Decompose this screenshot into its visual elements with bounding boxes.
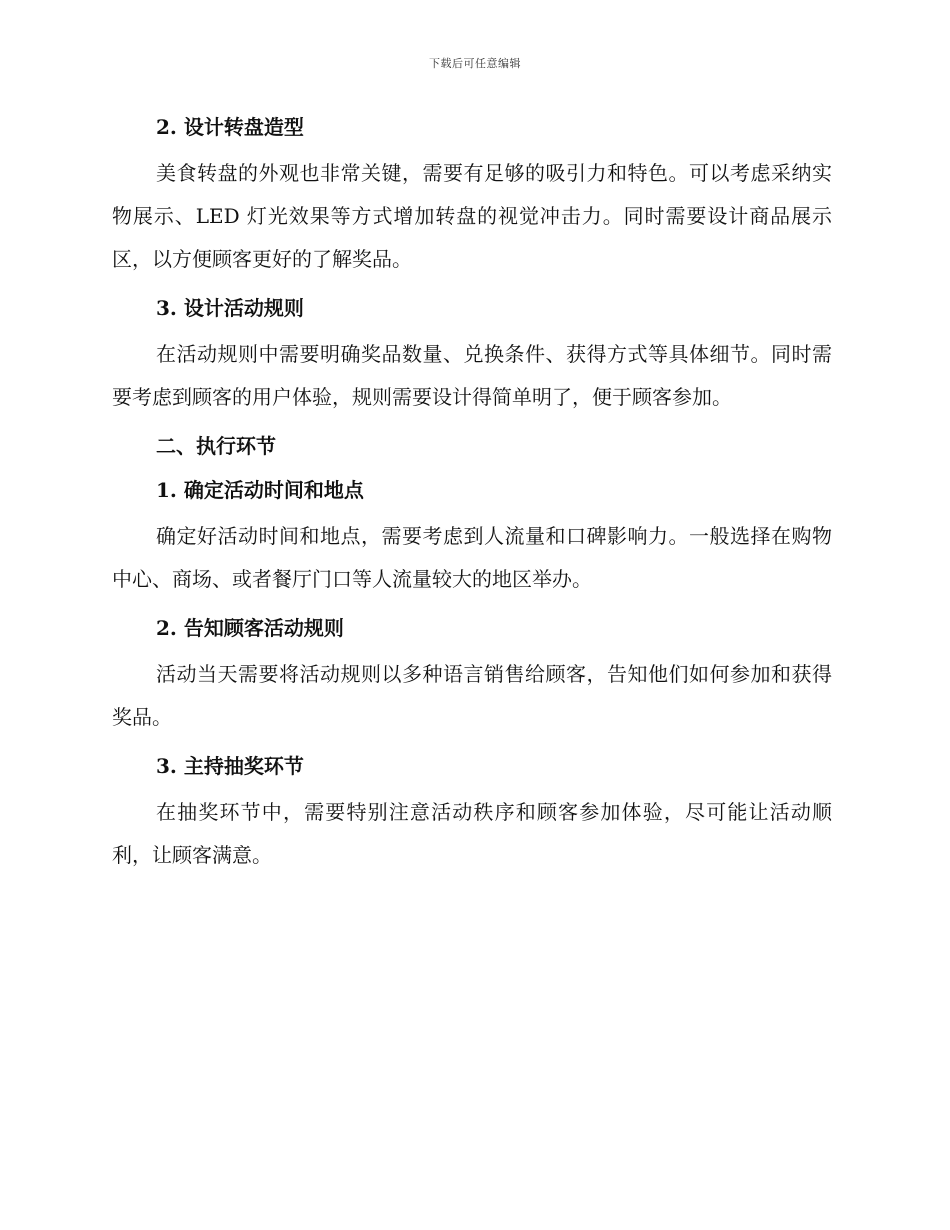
- section-heading-design-rules: 3. 设计活动规则: [156, 296, 304, 320]
- header-note: 下载后可任意编辑: [429, 57, 521, 70]
- section-heading-execution: 二、执行环节: [156, 434, 276, 458]
- section-heading-time-location: 1. 确定活动时间和地点: [156, 478, 364, 502]
- section-heading-inform-rules: 2. 告知顾客活动规则: [156, 616, 344, 640]
- paragraph-inform-rules: 活动当天需要将活动规则以多种语言销售给顾客，告知他们如何参加和获得奖品。: [112, 662, 832, 729]
- section-heading-design-wheel: 2. 设计转盘造型: [156, 115, 304, 139]
- document-body: [112, 108, 832, 885]
- section-heading-host-lottery: 3. 主持抽奖环节: [156, 754, 304, 778]
- paragraph-time-location: 确定好活动时间和地点，需要考虑到人流量和口碑影响力。一般选择在购物中心、商场、或者餐厅门口等人流量较大的地区举办。: [112, 524, 832, 591]
- paragraph-activity-rules: 在活动规则中需要明确奖品数量、兑换条件、获得方式等具体细节。同时需要考虑到顾客的用户体验，规则需要设计得简单明了，便于顾客参加。: [112, 342, 832, 409]
- paragraph-host-lottery: 在抽奖环节中，需要特别注意活动秩序和顾客参加体验，尽可能让活动顺利，让顾客满意。: [112, 800, 832, 867]
- paragraph-wheel-appearance: 美食转盘的外观也非常关键，需要有足够的吸引力和特色。可以考虑采纳实物展示、LED 灯光效果等方式增加转盘的视觉冲击力。同时需要设计商品展示区，以方便顾客更好的了解奖品。: [112, 161, 832, 271]
